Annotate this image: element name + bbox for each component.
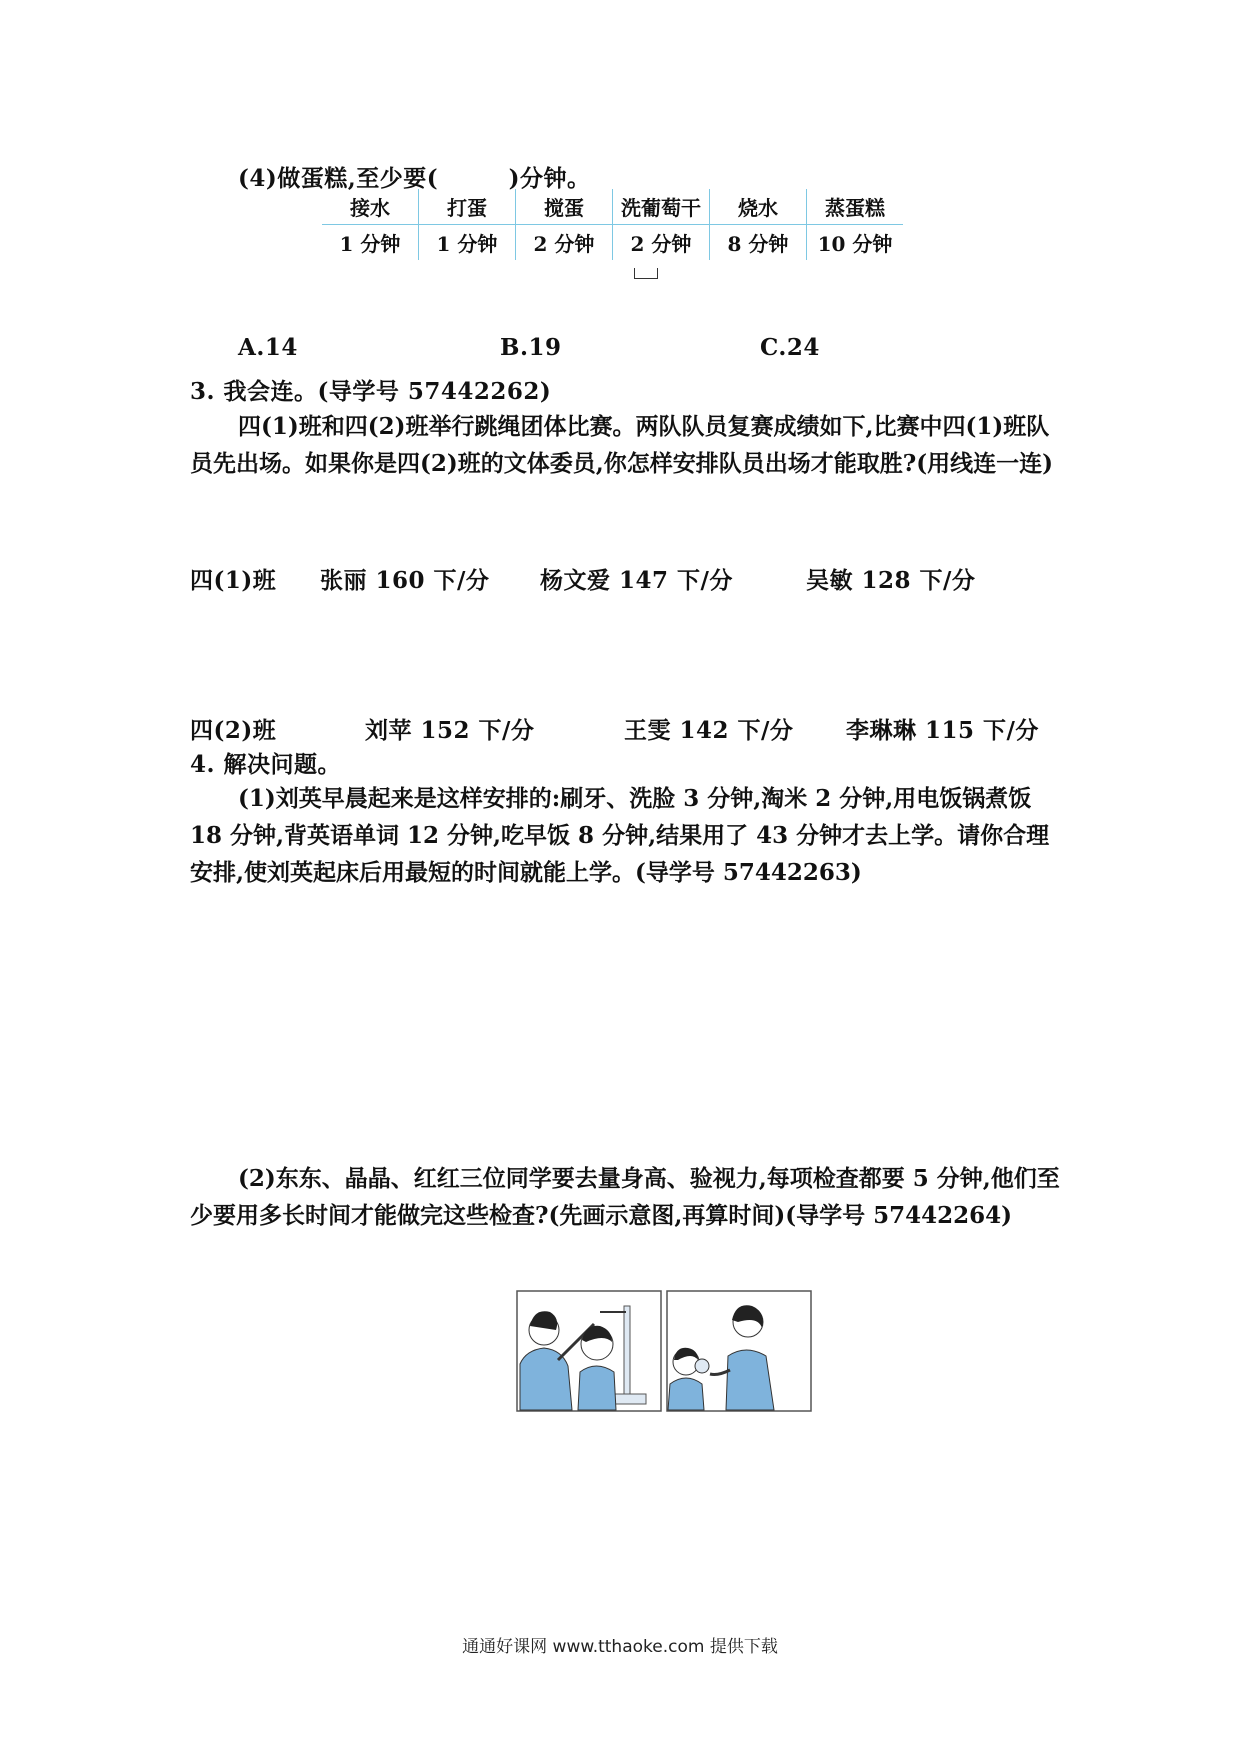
question-4-part2: (2)东东、晶晶、红红三位同学要去量身高、验视力,每项检查都要 5 分钟,他们至少要用多长时间才能做完这些检查?(先画示意图,再算时间)(导学号 57442264) — [190, 1165, 1060, 1229]
class2-member: 李琳琳 115 下/分 — [846, 717, 1039, 744]
class2-member: 刘苹 152 下/分 — [365, 717, 535, 744]
table-header: 洗葡萄干 — [613, 189, 710, 225]
question-3-heading: 3. 我会连。(导学号 57442262) — [190, 378, 552, 405]
question-4-heading: 4. 解决问题。 — [190, 751, 342, 778]
question-4: (4)做蛋糕,至少要( )分钟。 — [238, 165, 591, 192]
height-measurement-illustration — [516, 1290, 662, 1412]
class2-label: 四(2)班 — [190, 717, 277, 744]
table-cell: 10 分钟 — [807, 225, 904, 261]
class1-label: 四(1)班 — [190, 567, 277, 594]
table-cell: 2 分钟 — [613, 225, 710, 261]
table-header-row — [322, 189, 903, 225]
table-cell: 1 分钟 — [339, 232, 401, 256]
time-table — [322, 189, 903, 260]
class1-member: 张丽 160 下/分 — [320, 567, 490, 594]
table-cell: 2 分钟 — [516, 225, 613, 261]
table-header: 打蛋 — [419, 189, 516, 225]
table-header: 接水 — [322, 189, 419, 225]
table-header: 烧水 — [710, 189, 807, 225]
bracket-mark — [634, 268, 658, 279]
option-a: A.14 — [238, 334, 298, 361]
class2-member: 王雯 142 下/分 — [624, 717, 794, 744]
question-4-part1: (1)刘英早晨起来是这样安排的:刷牙、洗脸 3 分钟,淘米 2 分钟,用电饭锅煮饭 18 分钟,背英语单词 12 分钟,吃早饭 8 分钟,结果用了 43 分钟才去上学。请你合理安排,使刘英起床后用最短的时间就能上学。(导学号 57442263) — [190, 785, 1050, 886]
option-c: C.24 — [760, 334, 820, 361]
table-header: 搅蛋 — [516, 189, 613, 225]
table-row — [322, 225, 903, 261]
class1-member: 吴敏 128 下/分 — [806, 567, 976, 594]
question-3-text: 四(1)班和四(2)班举行跳绳团体比赛。两队队员复赛成绩如下,比赛中四(1)班队员先出场。如果你是四(2)班的文体委员,你怎样安排队员出场才能取胜?(用线连一连) — [190, 413, 1054, 477]
footer: 通通好课网 www.tthaoke.com 提供下载 — [462, 1637, 778, 1657]
eye-test-illustration — [666, 1290, 812, 1412]
table-header: 蒸蛋糕 — [807, 189, 904, 225]
table-cell: 8 分钟 — [710, 225, 807, 261]
table-cell: 1 分钟 — [419, 225, 516, 261]
option-b: B.19 — [500, 334, 562, 361]
class1-member: 杨文爱 147 下/分 — [540, 567, 733, 594]
